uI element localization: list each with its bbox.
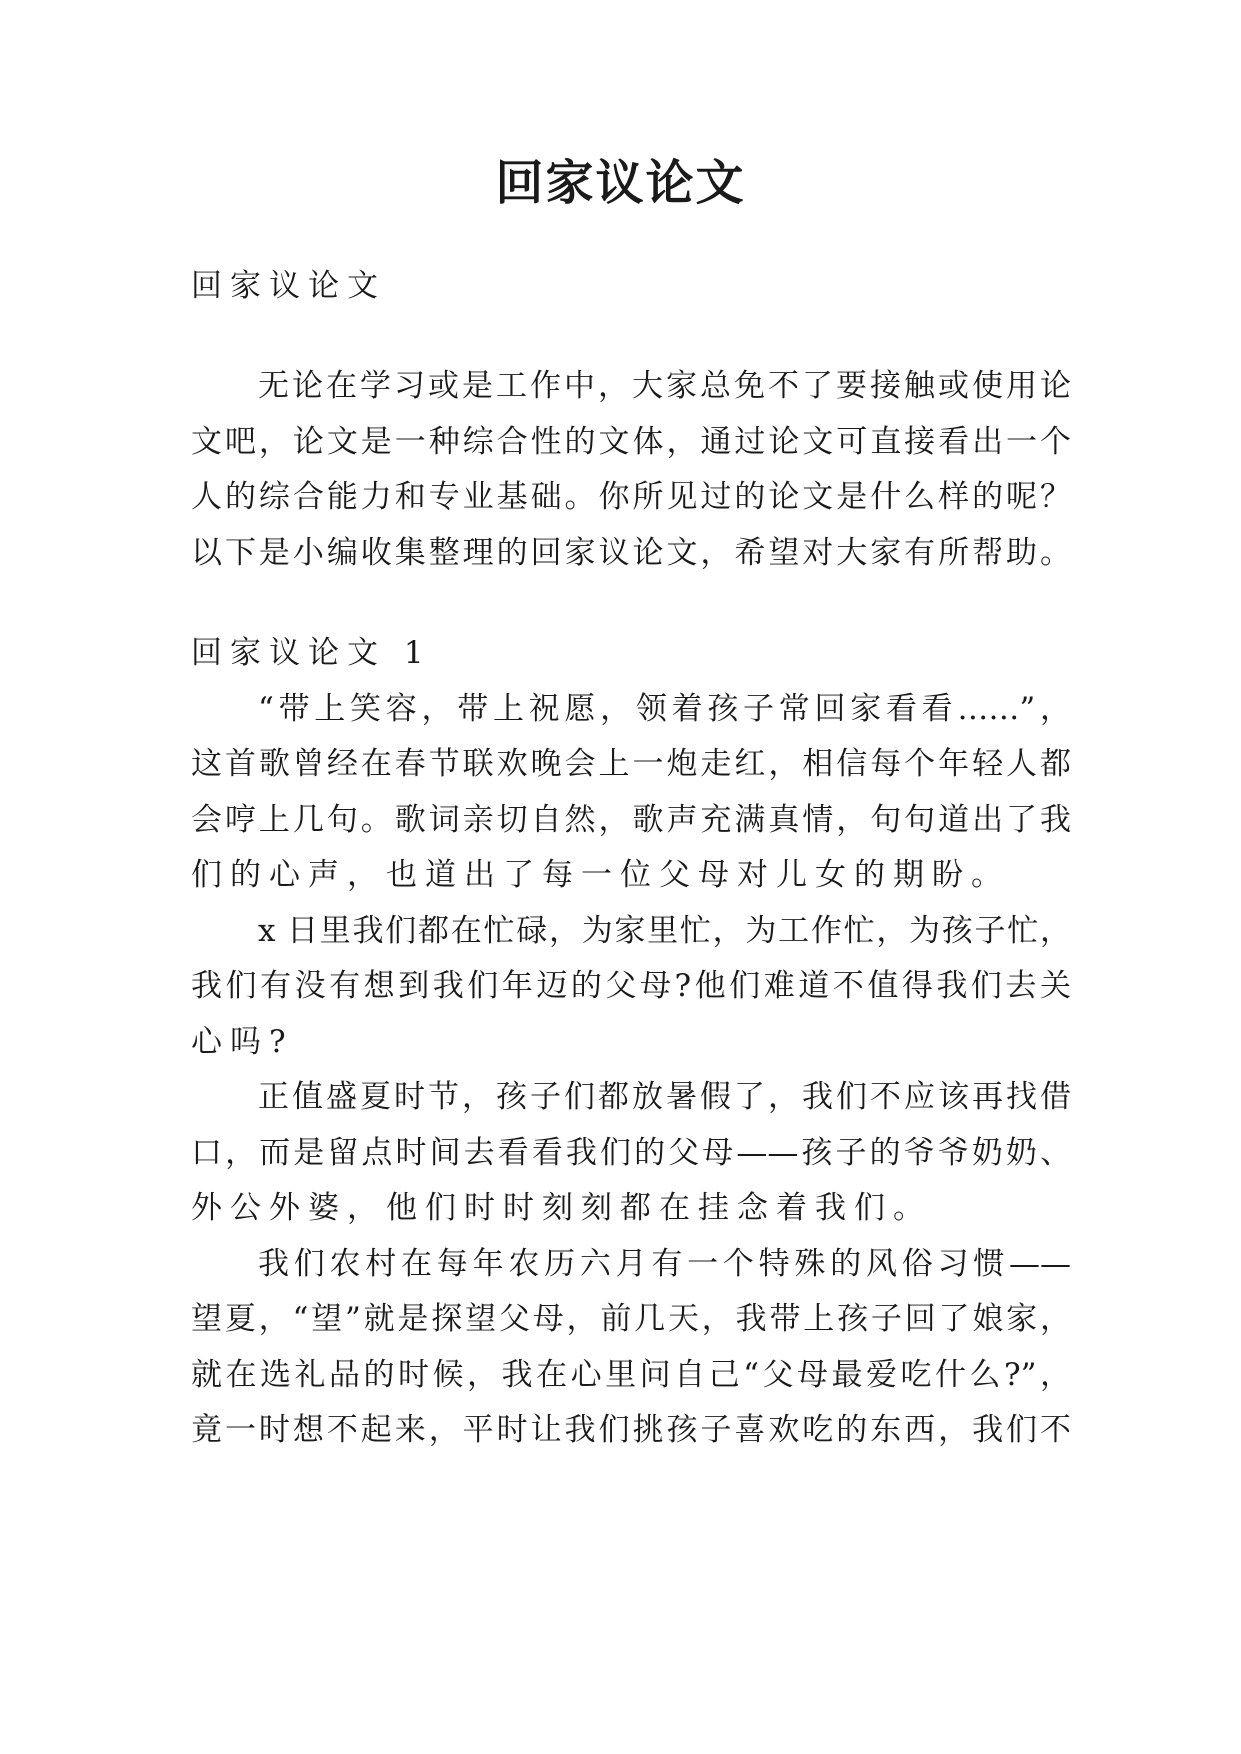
para1-line-4: 们的心声，也道出了每一位父母对儿女的期盼。: [191, 857, 1010, 893]
para3-line-3: 外公外婆，他们时时刻刻都在挂念着我们。: [191, 1190, 932, 1226]
para2-line-1: x 日里我们都在忙碌，为家里忙，为工作忙，为孩子忙，: [258, 913, 1071, 949]
para4-line-2: 望夏，“望”就是探望父母，前几天，我带上孩子回了娘家，: [191, 1301, 1071, 1337]
para4-line-1: 我们农村在每年农历六月有一个特殊的风俗习惯——: [258, 1246, 1071, 1282]
intro-line-4: 以下是小编收集整理的回家议论文，希望对大家有所帮助。: [191, 535, 1071, 571]
para1-line-2: 这首歌曾经在春节联欢晚会上一炮走红，相信每个年轻人都: [191, 746, 1071, 782]
para3-line-1: 正值盛夏时节，孩子们都放暑假了，我们不应该再找借: [258, 1079, 1071, 1115]
intro-line-3: 人的综合能力和专业基础。你所见过的论文是什么样的呢？: [191, 479, 1071, 515]
para2-line-2: 我们有没有想到我们年迈的父母?他们难道不值得我们去关: [191, 968, 1071, 1004]
section-heading: 回家议论文 1: [191, 635, 432, 671]
document-subtitle: 回家议论文: [191, 268, 386, 304]
para3-line-2: 口，而是留点时间去看看我们的父母——孩子的爷爷奶奶、: [191, 1135, 1071, 1171]
document-title: 回家议论文: [495, 155, 746, 211]
para2-line-3: 心吗?: [191, 1024, 294, 1060]
para1-line-3: 会哼上几句。歌词亲切自然，歌声充满真情，句句道出了我: [191, 802, 1071, 838]
para1-line-1: “带上笑容，带上祝愿，领着孩子常回家看看……”，: [258, 691, 1071, 727]
intro-line-2: 文吧，论文是一种综合性的文体，通过论文可直接看出一个: [191, 424, 1071, 460]
para4-line-4: 竟一时想不起来，平时让我们挑孩子喜欢吃的东西，我们不: [191, 1412, 1071, 1448]
para4-line-3: 就在选礼品的时候，我在心里问自己“父母最爱吃什么?”，: [191, 1357, 1071, 1393]
intro-line-1: 无论在学习或是工作中，大家总免不了要接触或使用论: [258, 368, 1071, 404]
